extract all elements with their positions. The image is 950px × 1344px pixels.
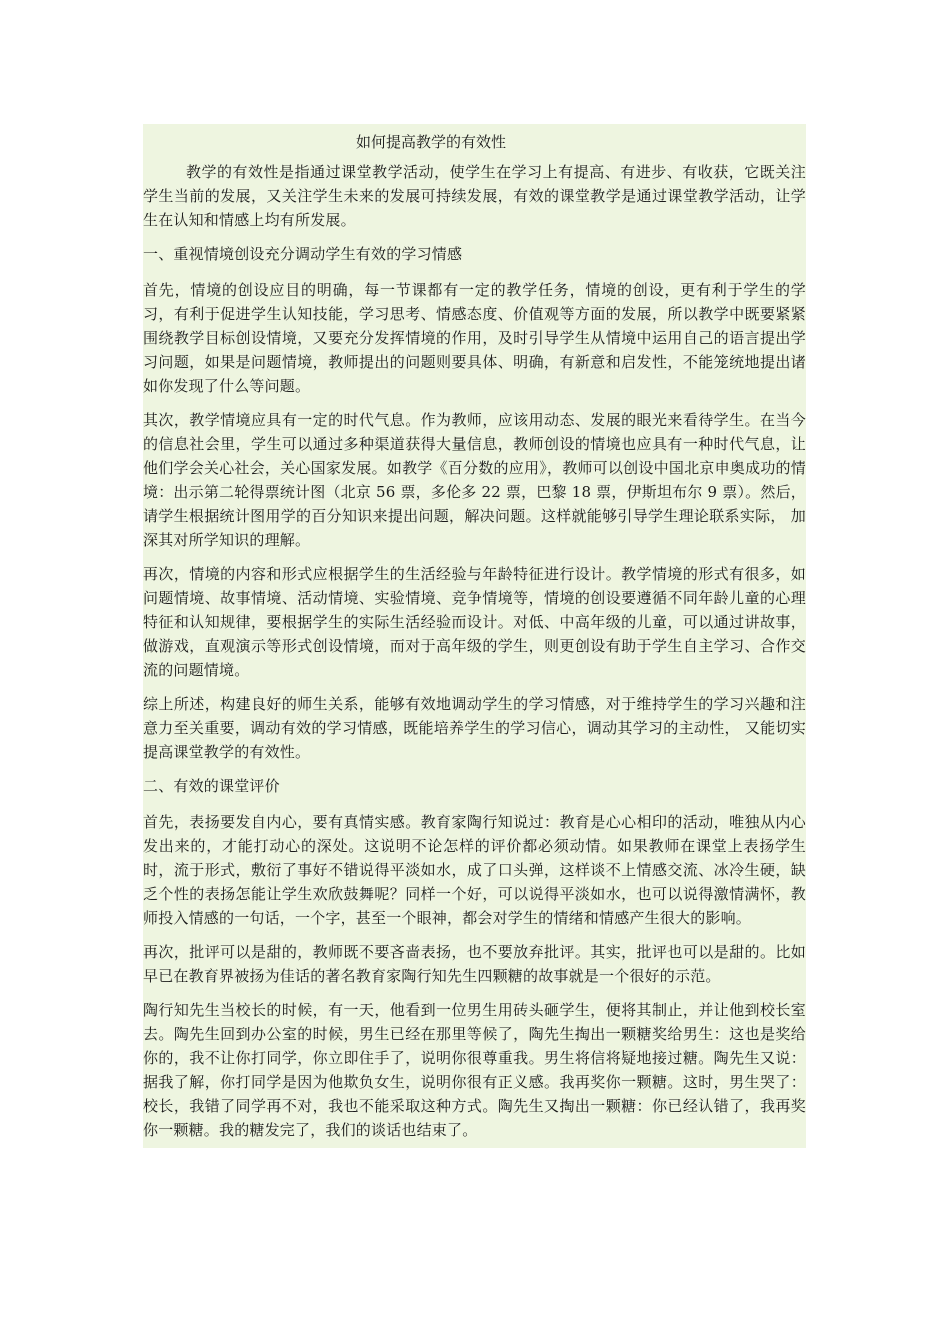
section-2-paragraph-1: 首先，表扬要发自内心，要有真情实感。教育家陶行知说过：教育是心心相印的活动，唯独从内心发出来的，才能打动心的深处。这说明不论怎样的评价都必须动情。如果教师在课堂上表扬学生时，流于形式，敷衍了事好不错说得平淡如水，成了口头弹，这样谈不上情感交流、冰冷生硬，缺乏个性的表扬怎能让学生欢欣鼓舞呢？同样一个好，可以说得平淡如水，也可以说得激情满怀，教师投入情感的一句话，一个字，甚至一个眼神，都会对学生的情绪和情感产生很大的影响。 xyxy=(143,813,806,927)
section-1-heading: 一、重视情境创设充分调动学生有效的学习情感 xyxy=(143,245,463,263)
section-1-paragraph-4: 综上所述，构建良好的师生关系，能够有效地调动学生的学习情感，对于维持学生的学习兴趣和注意力至关重要，调动有效的学习情感，既能培养学生的学习信心，调动其学习的主动性， 又能切实提高课堂教学的有效性。 xyxy=(143,695,806,761)
section-1-paragraph-1: 首先，情境的创设应目的明确，每一节课都有一定的教学任务，情境的创设，更有利于学生的学习，有利于促进学生认知技能，学习思考、情感态度、价值观等方面的发展，所以教学中既要紧紧围绕教学目标创设情境，又要充分发挥情境的作用，及时引导学生从情境中运用自己的语言提出学习问题，如果是问题情境，教师提出的问题则要具体、明确，有新意和启发性，不能笼统地提出诸如你发现了什么等问题。 xyxy=(143,281,806,395)
section-2-heading: 二、有效的课堂评价 xyxy=(143,777,280,795)
intro-paragraph: 教学的有效性是指通过课堂教学活动，使学生在学习上有提高、有进步、有收获，它既关注学生当前的发展，又关注学生未来的发展可持续发展，有效的课堂教学是通过课堂教学活动，让学生在认知和情感上均有所发展。 xyxy=(143,163,806,229)
section-1-paragraph-3: 再次，情境的内容和形式应根据学生的生活经验与年龄特征进行设计。教学情境的形式有很多，如问题情境、故事情境、活动情境、实验情境、竞争情境等，情境的创设要遵循不同年龄儿童的心理特征和认知规律，要根据学生的实际生活经验而设计。对低、中高年级的儿童，可以通过讲故事，做游戏，直观演示等形式创设情境，而对于高年级的学生，则更创设有助于学生自主学习、合作交流的问题情境。 xyxy=(143,565,806,679)
section-1-paragraph-2: 其次，教学情境应具有一定的时代气息。作为教师，应该用动态、发展的眼光来看待学生。在当今的信息社会里，学生可以通过多种渠道获得大量信息，教师创设的情境也应具有一种时代气息，让他们学会关心社会，关心国家发展。如教学《百分数的应用》，教师可以创设中国北京申奥成功的情境：出示第二轮得票统计图（北京 56 票，多伦多 22 票，巴黎 18 票，伊斯坦布尔 9 票）。然后，请学生根据统计图用学的百分知识来提出问题，解决问题。这样就能够引导学生理论联系实际， 加深其对所学知识的理解。 xyxy=(143,411,806,549)
document-body xyxy=(143,124,806,1148)
document-title: 如何提高教学的有效性 xyxy=(356,133,507,151)
section-2-paragraph-2: 再次，批评可以是甜的，教师既不要吝啬表扬，也不要放弃批评。其实，批评也可以是甜的。比如早已在教育界被扬为佳话的著名教育家陶行知先生四颗糖的故事就是一个很好的示范。 xyxy=(143,943,806,985)
section-2-paragraph-3: 陶行知先生当校长的时候，有一天，他看到一位男生用砖头砸学生，便将其制止，并让他到校长室去。陶先生回到办公室的时候，男生已经在那里等候了，陶先生掏出一颗糖奖给男生：这也是奖给你的，我不让你打同学，你立即住手了，说明你很尊重我。男生将信将疑地接过糖。陶先生又说：据我了解，你打同学是因为他欺负女生，说明你很有正义感。我再奖你一颗糖。这时，男生哭了：校长，我错了同学再不对，我也不能采取这种方式。陶先生又掏出一颗糖：你已经认错了，我再奖你一颗糖。我的糖发完了，我们的谈话也结束了。 xyxy=(143,1001,806,1139)
